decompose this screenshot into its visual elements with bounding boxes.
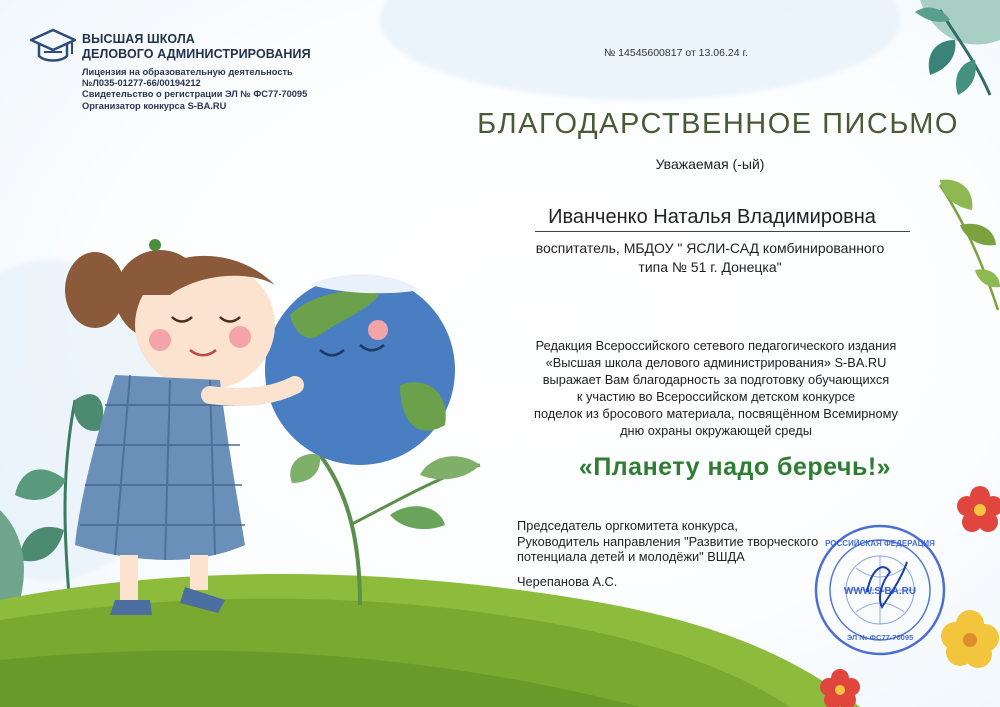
body-line: «Высшая школа делового администрирования» S-BA.RU [545, 355, 887, 370]
official-stamp-seal [812, 522, 948, 658]
top-right-leaves-illustration [880, 0, 1000, 100]
stamp-ring-text: РОССИЙСКАЯ ФЕДЕРАЦИЯ [825, 539, 935, 548]
organization-name [82, 32, 311, 62]
signature-block [517, 518, 818, 565]
registration-text: Свидетельство о регистрации ЭЛ № ФС77-70095 [82, 89, 308, 100]
body-line: поделок из бросового материала, посвящённом Всемирному [534, 406, 898, 421]
stamp-site: WWW.S-BA.RU [843, 586, 917, 597]
signature-scribble [867, 562, 907, 607]
organizer-text: Организатор конкурса S-BA.RU [82, 100, 227, 111]
graduation-cap-logo-icon [30, 28, 76, 68]
stamp-registration: ЭЛ № ФС77-70095 [846, 633, 914, 642]
recipient-position-line2: типа № 51 г. Донецка" [638, 259, 782, 275]
signer-name: Черепанова А.С. [517, 574, 618, 589]
recipient-position [500, 239, 920, 277]
name-underline [535, 231, 910, 232]
gratitude-body-text [478, 337, 954, 439]
organization-credentials [82, 67, 307, 112]
license-text: Лицензия на образовательную деятельность [82, 67, 293, 77]
license-number: №Л035-01277-66/00194212 [82, 78, 201, 89]
body-line: Редакция Всероссийского сетевого педагогического издания [535, 338, 897, 353]
girl-hugging-earth-illustration [60, 225, 500, 625]
body-line: к участию во Всероссийском детском конкурсе [576, 389, 856, 404]
right-leaves-illustration [930, 175, 1000, 315]
signature-line1: Председатель оргкомитета конкурса, [517, 518, 738, 533]
organization-name-line2: ДЕЛОВОГО АДМИНИСТРИРОВАНИЯ [82, 47, 311, 61]
certificate-title: БЛАГОДАРСТВЕННОЕ ПИСЬМО [477, 108, 959, 140]
recipient-position-line1: воспитатель, МБДОУ " ЯСЛИ-САД комбинированного [535, 240, 885, 256]
contest-title: «Планету надо беречь!» [578, 453, 892, 481]
salutation: Уважаемая (-ый) [655, 156, 765, 172]
signature-line3: потенциала детей и молодёжи" ВШДА [517, 549, 745, 564]
document-number: № 14545600817 от 13.06.24 г. [604, 47, 748, 59]
body-line: выражает Вам благодарность за подготовку обучающихся [542, 372, 890, 387]
body-line: дню охраны окружающей среды [620, 423, 812, 438]
signature-line2: Руководитель направления "Развитие творческого [517, 533, 819, 549]
organization-name-line1: ВЫСШАЯ ШКОЛА [82, 32, 195, 46]
recipient-name: Иванченко Наталья Владимировна [548, 206, 876, 228]
